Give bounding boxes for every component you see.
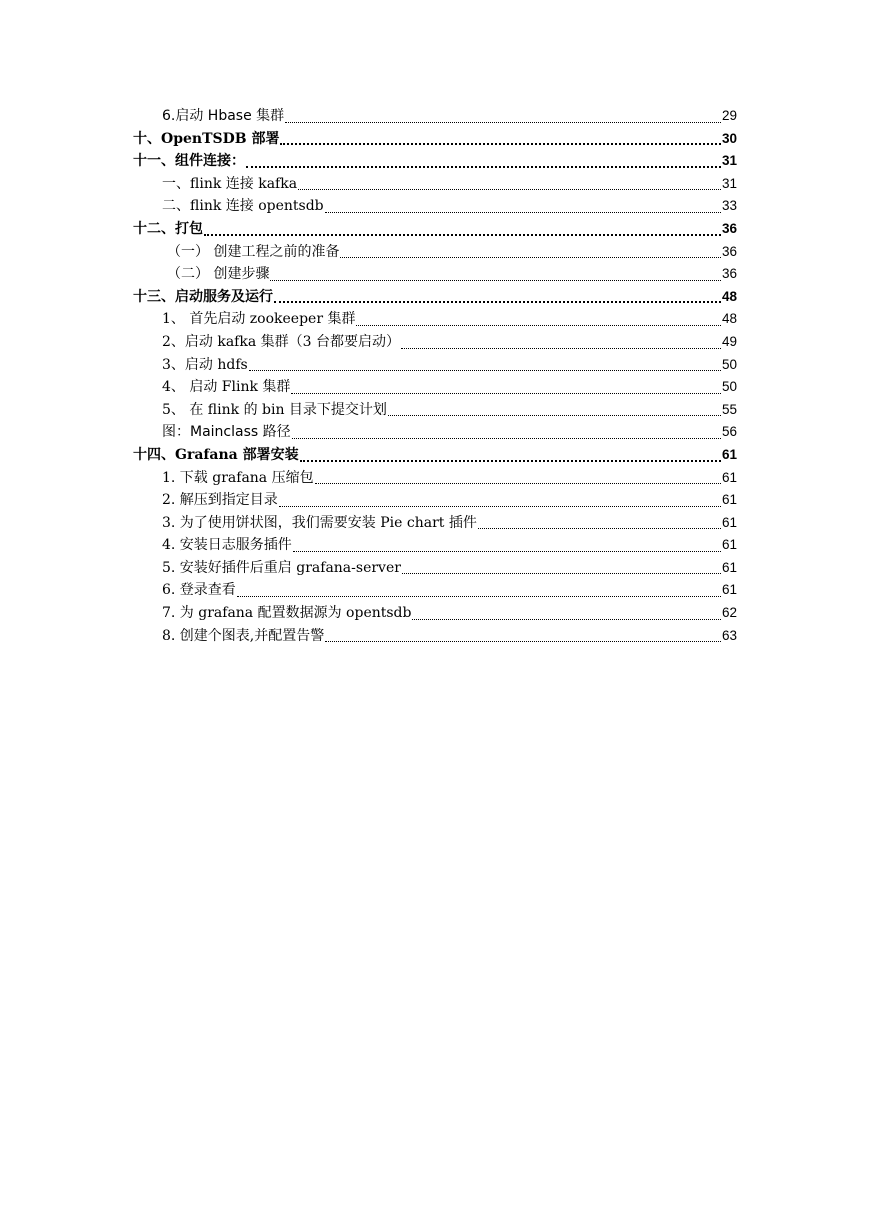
toc-entry-title: 5. 安装好插件后重启 grafana-server [162, 559, 401, 576]
toc-entry[interactable] [133, 512, 737, 535]
toc-entry[interactable] [133, 534, 737, 557]
toc-entry[interactable] [133, 150, 737, 173]
toc-entry[interactable] [133, 263, 737, 286]
toc-entry-title: 2. 解压到指定目录 [162, 492, 278, 509]
dot-leader [249, 370, 721, 371]
dot-leader [356, 325, 720, 326]
toc-entry-title: 3. 为了使用饼状图，我们需要安装 Pie chart 插件 [162, 514, 477, 531]
toc-entry-page: 55 [721, 401, 737, 417]
toc-entry[interactable] [133, 421, 737, 444]
toc-entry-title: 4. 安装日志服务插件 [162, 537, 292, 554]
dot-leader [293, 551, 721, 552]
table-of-contents [133, 105, 737, 647]
toc-entry-title: 十三、启动服务及运行 [133, 288, 273, 305]
toc-entry[interactable] [133, 399, 737, 422]
toc-entry-title: 一、flink 连接 kafka [162, 175, 298, 192]
toc-entry[interactable] [133, 331, 737, 354]
dot-leader [388, 415, 721, 416]
toc-entry-page: 50 [721, 356, 737, 372]
dot-leader [246, 166, 721, 168]
toc-entry-page: 56 [721, 424, 737, 440]
toc-entry-title: 8. 创建个图表,并配置告警 [162, 627, 325, 644]
dot-leader [280, 143, 721, 145]
toc-entry-page: 31 [721, 175, 737, 191]
dot-leader [298, 189, 721, 190]
toc-entry-page: 50 [721, 379, 737, 395]
toc-entry[interactable] [133, 625, 737, 648]
dot-leader [279, 506, 721, 507]
toc-entry-page: 36 [721, 220, 737, 236]
toc-entry-title: （二） 创建步骤 [167, 266, 270, 283]
toc-entry-page: 61 [721, 492, 737, 508]
toc-entry-title: 图：Mainclass 路径 [162, 424, 291, 441]
toc-entry-page: 30 [721, 130, 737, 146]
dot-leader [401, 348, 721, 349]
dot-leader [325, 641, 721, 642]
toc-entry-page: 61 [721, 559, 737, 575]
toc-entry-page: 61 [721, 446, 737, 462]
toc-entry-page: 33 [721, 198, 737, 214]
toc-entry[interactable] [133, 602, 737, 625]
dot-leader [292, 438, 721, 439]
toc-entry-page: 61 [721, 537, 737, 553]
toc-entry[interactable] [133, 579, 737, 602]
toc-entry-title: 十二、打包 [133, 220, 203, 237]
dot-leader [325, 212, 721, 213]
toc-entry[interactable] [133, 241, 737, 264]
toc-entry-title: 2、启动 kafka 集群（3 台都要启动） [162, 333, 401, 350]
dot-leader [412, 619, 720, 620]
toc-entry-title: 7. 为 grafana 配置数据源为 opentsdb [162, 605, 412, 622]
toc-entry-page: 48 [721, 288, 737, 304]
toc-entry[interactable] [133, 173, 737, 196]
toc-entry-page: 36 [721, 266, 737, 282]
toc-entry[interactable] [133, 354, 737, 377]
toc-entry-title: 6. 登录查看 [162, 582, 236, 599]
toc-entry-title: （一） 创建工程之前的准备 [167, 243, 340, 260]
toc-entry[interactable] [133, 376, 737, 399]
dot-leader [204, 234, 721, 236]
toc-entry-page: 61 [721, 469, 737, 485]
dot-leader [291, 393, 721, 394]
dot-leader [300, 460, 721, 462]
toc-entry[interactable] [133, 444, 737, 467]
toc-entry-title: 4、 启动 Flink 集群 [162, 379, 291, 396]
toc-entry-title: 二、flink 连接 opentsdb [162, 198, 324, 215]
toc-entry[interactable] [133, 308, 737, 331]
toc-entry-page: 48 [721, 311, 737, 327]
toc-entry-title: 十一、组件连接： [133, 153, 245, 170]
toc-entry-title: 5、 在 flink 的 bin 目录下提交计划 [162, 401, 387, 418]
dot-leader [285, 122, 721, 123]
toc-entry-title: 6.启动 Hbase 集群 [162, 108, 285, 124]
toc-entry-page: 62 [721, 605, 737, 621]
dot-leader [402, 573, 721, 574]
toc-entry-page: 31 [721, 153, 737, 169]
toc-entry[interactable] [133, 128, 737, 151]
toc-entry-page: 36 [721, 243, 737, 259]
dot-leader [270, 280, 721, 281]
toc-entry[interactable] [133, 557, 737, 580]
dot-leader [237, 596, 721, 597]
toc-entry-page: 49 [721, 333, 737, 349]
toc-entry[interactable] [133, 489, 737, 512]
toc-entry[interactable] [133, 195, 737, 218]
toc-entry-page: 61 [721, 514, 737, 530]
dot-leader [315, 483, 721, 484]
toc-entry-title: 1、 首先启动 zookeeper 集群 [162, 311, 356, 328]
toc-entry-title: 1. 下载 grafana 压缩包 [162, 469, 314, 486]
dot-leader [274, 301, 721, 303]
toc-entry[interactable] [133, 467, 737, 490]
toc-entry-title: 十、OpenTSDB 部署 [133, 130, 280, 147]
toc-entry-page: 63 [721, 627, 737, 643]
toc-entry[interactable] [133, 105, 737, 128]
toc-entry[interactable] [133, 286, 737, 309]
toc-entry-title: 十四、Grafana 部署安装 [133, 446, 299, 463]
toc-entry-title: 3、启动 hdfs [162, 356, 248, 373]
toc-entry-page: 29 [721, 108, 737, 123]
dot-leader [340, 257, 721, 258]
dot-leader [478, 528, 721, 529]
toc-entry-page: 61 [721, 582, 737, 598]
toc-entry[interactable] [133, 218, 737, 241]
